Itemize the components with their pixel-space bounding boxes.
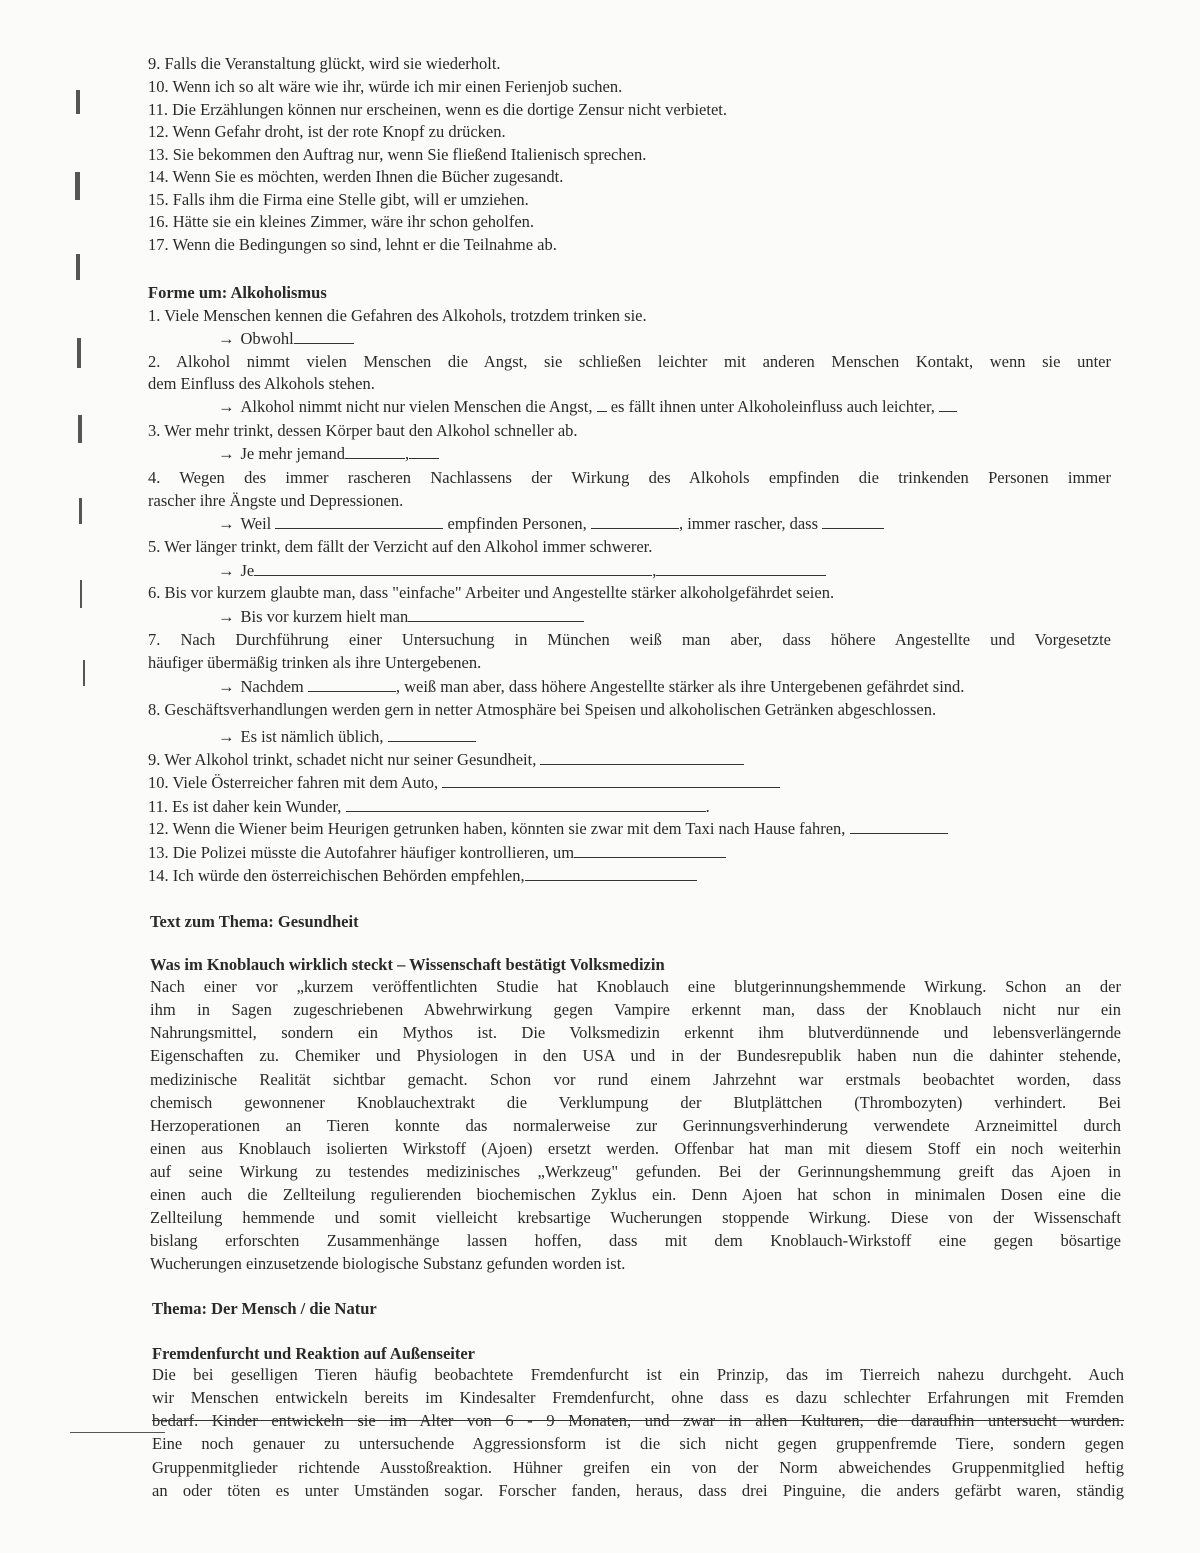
paragraph-line: Gruppenmitglieder richtende Ausstoßreaktion. Hühner greifen ein von der Norm abweichendes Gruppenmitglied heftig [152, 1458, 1124, 1477]
answer-prompt: Obwohl [240, 329, 294, 348]
section-heading: Text zum Thema: Gesundheit [150, 912, 359, 931]
exercise-text: 14. Ich würde den österreichischen Behörden empfehlen, [148, 866, 525, 885]
exercise-text: 9. Wer Alkohol trinkt, schadet nicht nur seiner Gesundheit, [148, 750, 537, 769]
arrow-icon: → [218, 727, 235, 746]
answer-prompt: Es ist nämlich üblich, [240, 727, 384, 746]
exercise-item: 12. Wenn Gefahr droht, ist der rote Knopf zu drücken. [148, 122, 506, 141]
exercise-item [148, 843, 726, 863]
comma: , [652, 561, 657, 580]
arrow-icon: → [218, 444, 235, 463]
text-title: Fremdenfurcht und Reaktion auf Außenseiter [152, 1344, 475, 1363]
answer-prompt: Je [240, 561, 255, 580]
exercise-item: 14. Wenn Sie es möchten, werden Ihnen die Bücher zugesandt. [148, 167, 564, 186]
answer-blank[interactable] [275, 514, 443, 529]
arrow-icon: → [218, 329, 235, 348]
paragraph-line: bislang erforschten Zusammenhänge lassen hoffen, dass mit dem Knoblauch-Wirkstoff eine gegen bösartige [150, 1231, 1121, 1250]
scan-mark [76, 90, 80, 114]
arrow-icon: → [218, 607, 235, 626]
scan-mark [77, 338, 81, 368]
exercise-item: 8. Geschäftsverhandlungen werden gern in netter Atmosphäre bei Speisen und alkoholischen Getränken abgeschlossen. [148, 700, 937, 719]
answer-line [218, 329, 354, 349]
answer-blank[interactable] [574, 843, 726, 858]
paragraph-line: Eigenschaften zu. Chemiker und Physiologen in den USA und in der Bundesrepublik haben nun die dahinter stehende, [150, 1046, 1121, 1065]
exercise-item: 16. Hätte sie ein kleines Zimmer, wäre ihr schon geholfen. [148, 212, 535, 231]
scan-mark [80, 580, 82, 608]
exercise-item: 13. Sie bekommen den Auftrag nur, wenn Sie fließend Italienisch sprechen. [148, 145, 647, 164]
exercise-item: 15. Falls ihm die Firma eine Stelle gibt, will er umziehen. [148, 190, 529, 209]
exercise-item: 11. Die Erzählungen können nur erscheinen, wenn es die dortige Zensur nicht verbietet. [148, 100, 727, 119]
answer-line [218, 727, 476, 747]
paragraph-line: Zellteilung hemmende und somit vielleicht krebsartige Wucherungen stoppende Wirkung. Diese von der Wissenschaft [150, 1208, 1121, 1227]
exercise-item-continued: häufiger übermäßig trinken als ihre Untergebenen. [148, 653, 482, 672]
answer-blank[interactable] [591, 514, 679, 529]
answer-blank[interactable] [308, 677, 396, 692]
paragraph-line: an oder töten es unter Umständen sogar. Forscher fanden, heraus, dass drei Pinguine, die anders gefärbt waren, ständig [152, 1481, 1124, 1500]
answer-blank[interactable] [388, 727, 476, 742]
paragraph-line: Eine noch genauer zu untersuchende Aggressionsform ist die sich nicht gegen gruppenfremde Tiere, sondern gegen [152, 1434, 1124, 1453]
answer-blank[interactable] [254, 561, 652, 576]
exercise-item: 7. Nach Durchführung einer Untersuchung in München weiß man aber, dass höhere Angestellte und Vorgesetzte [148, 630, 1111, 649]
arrow-icon: → [218, 561, 235, 580]
paragraph-line: bedarf. Kinder entwickeln sie im Alter von 6 - 9 Monaten, und zwar in allen Kulturen, die daraufhin untersucht wurden. [152, 1411, 1124, 1430]
answer-prompt: Nachdem [240, 677, 304, 696]
answer-line [218, 607, 584, 627]
exercise-item-continued: dem Einfluss des Alkohols stehen. [148, 374, 375, 393]
section-heading: Thema: Der Mensch / die Natur [152, 1299, 377, 1318]
answer-blank[interactable] [345, 444, 405, 459]
exercise-item: 10. Wenn ich so alt wäre wie ihr, würde ich mir einen Ferienjob suchen. [148, 77, 623, 96]
exercise-item: 2. Alkohol nimmt vielen Menschen die Angst, sie schließen leichter mit anderen Menschen Kontakt, wenn sie unter [148, 352, 1111, 371]
paragraph-line: chemisch gewonnener Knoblauchextrakt die Verklumpung der Blutplättchen (Thrombozyten) verhindert. Bei [150, 1093, 1121, 1112]
answer-prompt: es fällt ihnen unter Alkoholeinfluss auch leichter, [610, 397, 935, 416]
answer-prompt: , immer rascher, dass [678, 514, 819, 533]
answer-blank[interactable] [442, 773, 780, 788]
scan-mark [75, 172, 80, 200]
paragraph-line: Die bei geselligen Tieren häufig beobachtete Fremdenfurcht ist ein Prinzip, das im Tierreich nahezu durchgeht. Auch [152, 1365, 1124, 1384]
answer-blank[interactable] [346, 797, 706, 812]
answer-blank[interactable] [597, 397, 607, 412]
paragraph-line: Nahrungsmittel, sondern ein Mythos ist. Die Volksmedizin erkennt ihm blutverdünnende und lebensverlängernde [150, 1023, 1121, 1042]
scan-mark [78, 415, 82, 443]
scan-mark [83, 660, 85, 686]
answer-blank[interactable] [294, 329, 354, 344]
exercise-item: 4. Wegen des immer rascheren Nachlassens der Wirkung des Alkohols empfinden die trinkenden Personen immer [148, 468, 1111, 487]
answer-blank[interactable] [656, 561, 826, 576]
exercise-item: 6. Bis vor kurzem glaubte man, dass "einfache" Arbeiter und Angestellte stärker alkoholgefährdet seien. [148, 583, 835, 602]
exercise-item [148, 797, 710, 817]
paragraph-line: einen aus Knoblauch isolierten Wirkstoff (Ajoen) ersetzt werden. Offenbar hat man mit diesem Stoff ein noch weiterhin [150, 1139, 1121, 1158]
answer-blank[interactable] [525, 866, 697, 881]
exercise-item: 3. Wer mehr trinkt, dessen Körper baut den Alkohol schneller ab. [148, 421, 578, 440]
answer-prompt: Je mehr jemand [240, 444, 345, 463]
paragraph-line: ihm in Sagen zugeschriebenen Abwehrwirkung gegen Vampire erkennt man, dass der Knoblauch nicht nur ein [150, 1000, 1121, 1019]
answer-line [218, 514, 884, 534]
answer-line [218, 561, 826, 581]
arrow-icon: → [218, 514, 235, 533]
paragraph-line: Wucherungen einzusetzende biologische Substanz gefunden worden ist. [150, 1254, 626, 1273]
exercise-item [148, 819, 948, 839]
exercise-item-continued: rascher ihre Ängste und Depressionen. [148, 491, 404, 510]
exercise-item: 17. Wenn die Bedingungen so sind, lehnt er die Teilnahme ab. [148, 235, 557, 254]
answer-blank[interactable] [540, 750, 744, 765]
exercise-text: 13. Die Polizei müsste die Autofahrer häufiger kontrollieren, um [148, 843, 575, 862]
paragraph-line: auf seine Wirkung zu testendes medizinisches „Werkzeug" gefunden. Bei der Gerinnungshemmung greift das Ajoen in [150, 1162, 1121, 1181]
exercise-item: 5. Wer länger trinkt, dem fällt der Verzicht auf den Alkohol immer schwerer. [148, 537, 653, 556]
exercise-item [148, 750, 744, 770]
answer-line [218, 677, 964, 697]
answer-prompt: Bis vor kurzem hielt man [240, 607, 409, 626]
scan-mark [70, 1432, 165, 1433]
exercise-item: 1. Viele Menschen kennen die Gefahren des Alkohols, trotzdem trinken sie. [148, 306, 647, 325]
answer-line [218, 444, 439, 464]
answer-prompt: Weil [240, 514, 272, 533]
answer-blank[interactable] [408, 607, 584, 622]
paragraph-line: wir Menschen entwickeln bereits im Kindesalter Fremdenfurcht, ohne dass es dazu schlechter Erfahrungen mit Fremden [152, 1388, 1124, 1407]
answer-blank[interactable] [822, 514, 884, 529]
arrow-icon: → [218, 397, 235, 416]
text-title: Was im Knoblauch wirklich steckt – Wissenschaft bestätigt Volksmedizin [150, 955, 665, 974]
exercise-text: 11. Es ist daher kein Wunder, [148, 797, 342, 816]
scan-mark [79, 498, 82, 524]
answer-prompt: empfinden Personen, [447, 514, 587, 533]
paragraph-line: einen auch die Zellteilung regulierenden biochemischen Zyklus ein. Denn Ajoen hat schon in minimalen Dosen eine die [150, 1185, 1121, 1204]
paragraph-line: medizinische Realität sichtbar gemacht. Schon vor rund einem Jahrzehnt war erstmals beobachtet worden, dass [150, 1070, 1121, 1089]
answer-prompt: , weiß man aber, dass höhere Angestellte stärker als ihre Untergebenen gefährdet sind. [395, 677, 965, 696]
paragraph-line: Herzoperationen an Tieren konnte das normalerweise zur Gerinnungsverhinderung verwendete Arzneimittel durch [150, 1116, 1121, 1135]
answer-blank[interactable] [939, 397, 957, 412]
answer-blank[interactable] [409, 444, 439, 459]
section-heading: Forme um: Alkoholismus [148, 283, 327, 302]
exercise-item [148, 773, 780, 793]
arrow-icon: → [218, 677, 235, 696]
exercise-text: 12. Wenn die Wiener beim Heurigen getrunken haben, könnten sie zwar mit dem Taxi nach Hause fahren, [148, 819, 846, 838]
answer-line [218, 397, 957, 417]
comma: , [404, 444, 410, 463]
answer-blank[interactable] [850, 819, 948, 834]
answer-prompt: Alkohol nimmt nicht nur vielen Menschen die Angst, [240, 397, 593, 416]
exercise-text: 10. Viele Österreicher fahren mit dem Auto, [148, 773, 439, 792]
scan-mark [76, 254, 80, 280]
paragraph-line: Nach einer vor „kurzem veröffentlichten Studie hat Knoblauch eine blutgerinnungshemmende Wirkung. Schon an der [150, 977, 1121, 996]
exercise-item: 9. Falls die Veranstaltung glückt, wird sie wiederholt. [148, 54, 501, 73]
exercise-item [148, 866, 697, 886]
period: . [705, 797, 710, 816]
